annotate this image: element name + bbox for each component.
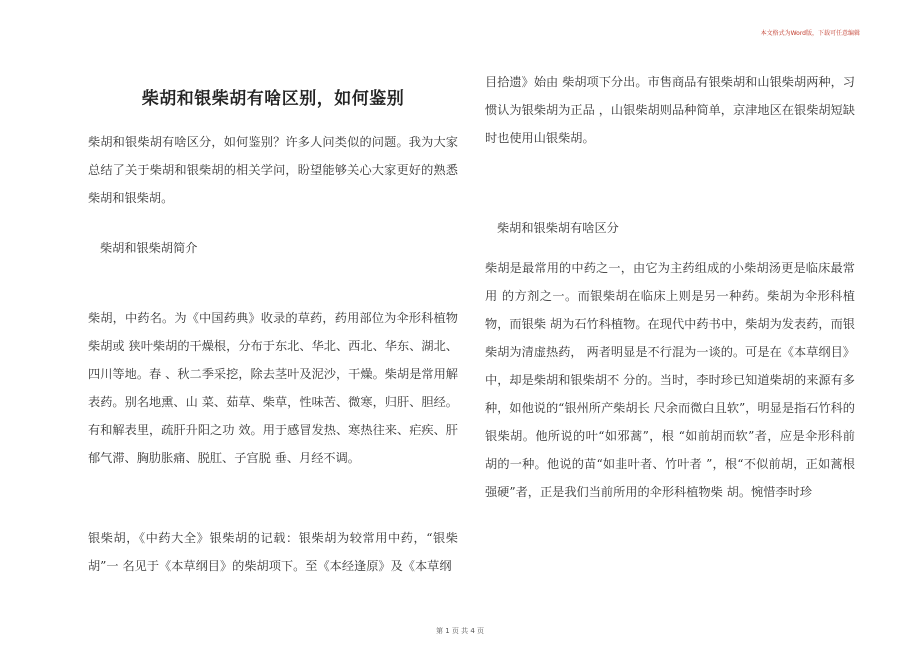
page-footer: 第 1 页 共 4 页 xyxy=(435,627,485,635)
yinchaihu-continued-paragraph: 目拾遗》始由 柴胡项下分出。市售商品有银柴胡和山银柴胡两种，习惯认为银柴胡为正品 ，山银柴胡则品种简单，京津地区在银柴胡短缺时也使用山银柴胡。 xyxy=(485,75,855,145)
watermark: 本文格式为Word版，下载可任意编辑 xyxy=(760,30,860,37)
intro-paragraph: 柴胡和银柴胡有啥区分，如何鉴别？许多人问类似的问题。我为大家总结了关于柴胡和银柴胡的相关学问，盼望能够关心大家更好的熟悉柴胡和银柴胡。 xyxy=(88,135,458,205)
chaihu-paragraph: 柴胡，中药名。为《中国药典》收录的草药，药用部位为伞形科植物柴胡或 狭叶柴胡的干燥根，分布于东北、华北、西北、华东、湖北、四川等地。春 、秋二季采挖，除去茎叶及泥沙，干燥。柴胡是常用解表药。别名地熏、山 菜、茹草、柴草，性味苦、微寒，归肝、胆经。有和解表里，疏肝升阳之功 效。用于感冒发热、寒热往来、疟疾、肝郁气滞、胸肋胀痛、脱肛、子宫脱 垂、月经不调。 xyxy=(88,311,458,465)
section-heading-intro: 柴胡和银柴胡简介 xyxy=(100,241,198,255)
section-heading-difference: 柴胡和银柴胡有啥区分 xyxy=(497,221,619,235)
yinchaihu-paragraph: 银柴胡，《中药大全》银柴胡的记载：银柴胡为较常用中药，“银柴胡”一 名见于《本草纲目》的柴胡项下。至《本经逢原》及《本草纲 xyxy=(88,531,458,573)
difference-paragraph: 柴胡是最常用的中药之一，由它为主药组成的小柴胡汤更是临床最常用 的方剂之一。而银柴胡在临床上则是另一种药。柴胡为伞形科植物，而银柴 胡为石竹科植物。在现代中药书中，柴胡为发表药，而银柴胡为清虚热药， 两者明显是不行混为一谈的。可是在《本草纲目》中，却是柴胡和银柴胡不 分的。当时，李时珍已知道柴胡的来源有多种，如他说的“银州所产柴胡长 尺余而微白且软”，明显是指石竹科的银柴胡。他所说的叶“如邪蒿”，根 “如前胡而软”者，应是伞形科前胡的一种。他说的苗“如韭叶者、竹叶者 ”，根“不似前胡，正如蒿根强硬”者，正是我们当前所用的伞形科植物柴 胡。惋惜李时珍 xyxy=(485,261,855,499)
page-title: 柴胡和银柴胡有啥区别，如何鉴别 xyxy=(141,89,405,109)
